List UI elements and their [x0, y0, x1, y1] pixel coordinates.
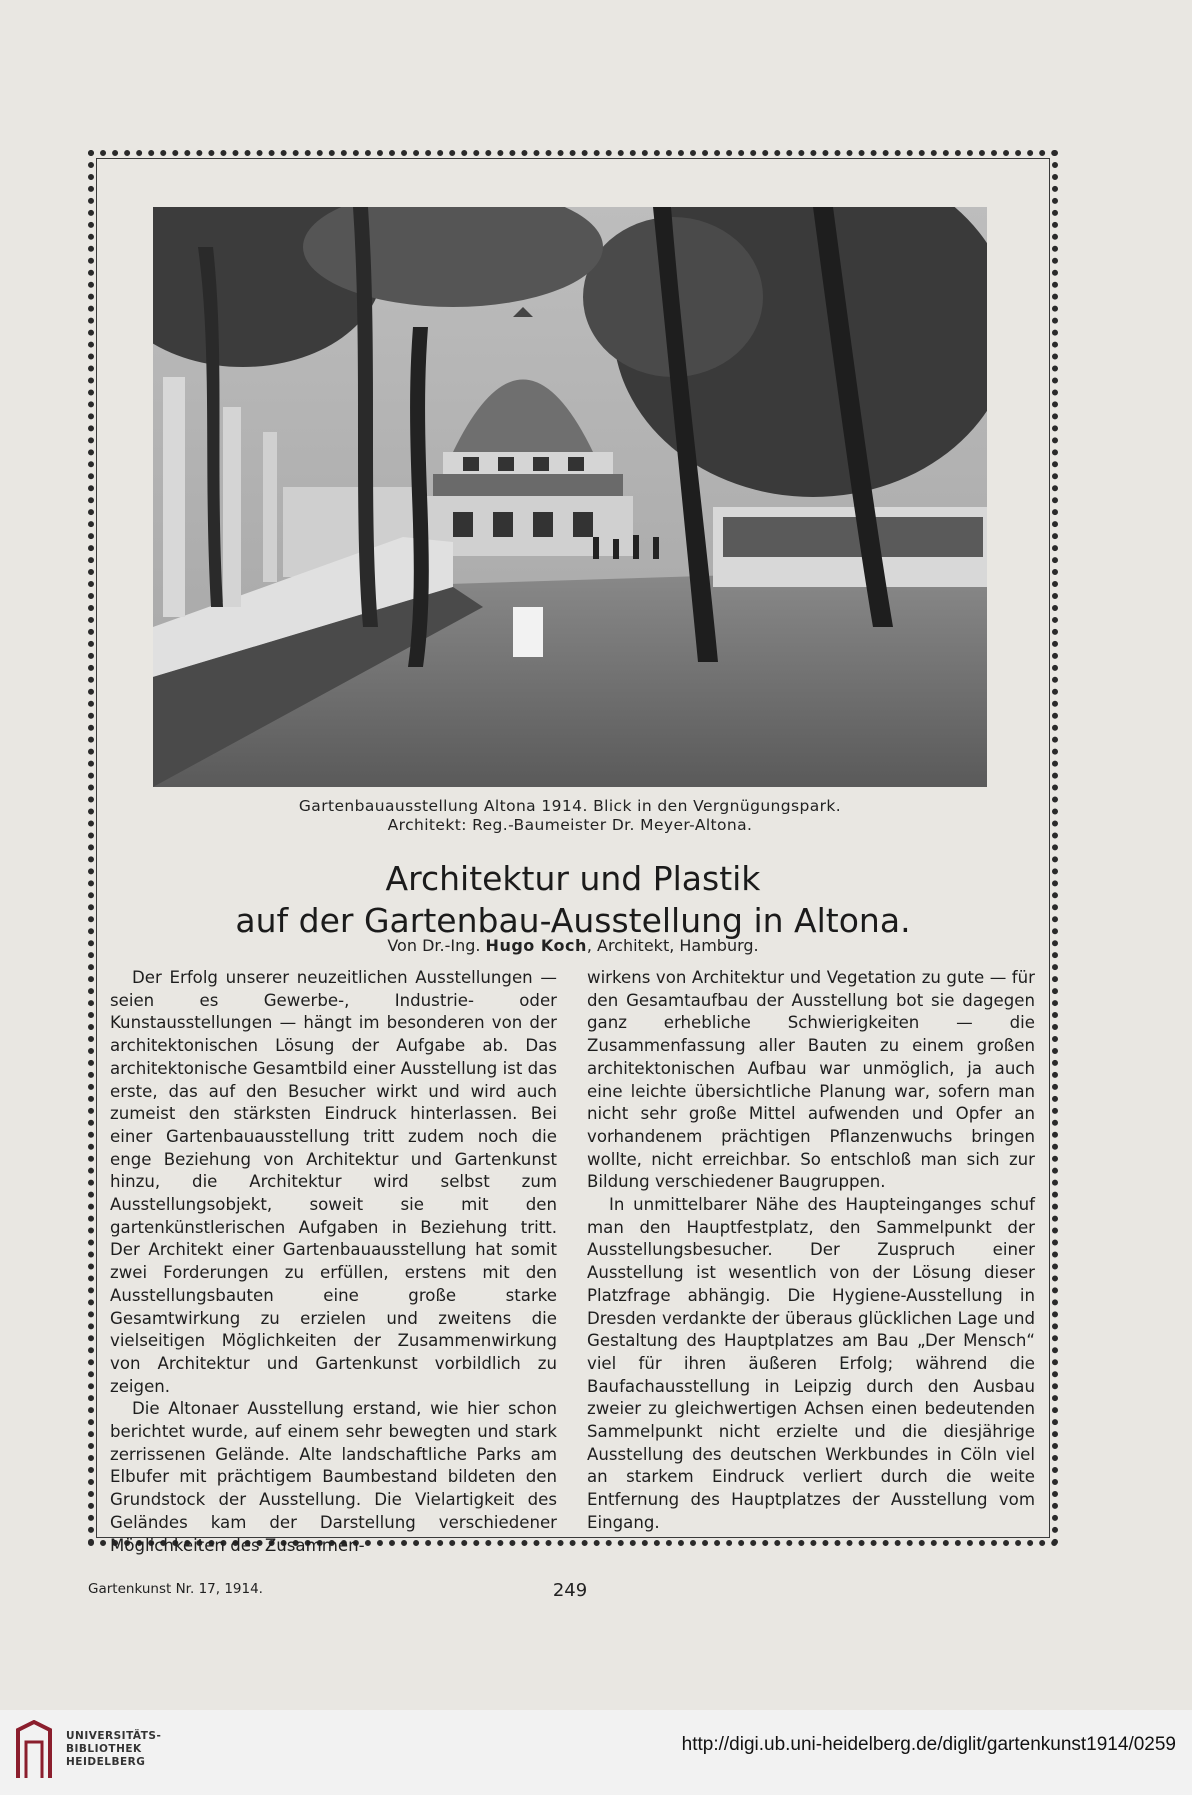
caption-line-1: Gartenbauausstellung Altona 1914. Blick in den Vergnügungspark. — [298, 797, 842, 815]
photo-illustration — [153, 207, 987, 787]
journal-reference: Gartenkunst Nr. 17, 1914. — [88, 1581, 263, 1597]
paragraph: Die Altonaer Ausstellung erstand, wie hier schon berichtet wurde, auf einem sehr bewegten und stark zerrissenen Gelände. Alte landschaftliche Parks am Elbufer mit prächtigem Baumbestand bildeten den Grundstock der Ausstellung. Die Vielartigkeit des Geländes kam der Darstellung verschiedener Möglichkeiten des Zusammen- — [110, 1399, 557, 1555]
byline — [100, 936, 1046, 955]
title-line-1: Architektur und Plastik — [385, 859, 761, 898]
text-column-left — [110, 967, 557, 1557]
title-line-2: auf der Gartenbau-Ausstellung in Altona. — [235, 901, 911, 940]
byline-suffix: , Architekt, Hamburg. — [586, 936, 759, 955]
paragraph: Der Erfolg unserer neuzeitlichen Ausstellungen — seien es Gewerbe-, Industrie- oder Kunstausstellungen — hängt im besonderen von der architektonischen Lösung der Aufgabe ab. Das architektonische Gesamtbild einer Ausstellung ist das erste, das auf den Besucher wirkt und wird auch zumeist den stärksten Eindruck hinterlassen. Bei einer Gartenbauausstellung tritt zudem noch die enge Beziehung von Architektur und Gartenkunst hinzu, die Architektur wird selbst zum Ausstellungsobjekt, soweit sie mit den gartenkünstlerischen Aufgaben in Beziehung tritt. Der Architekt einer Gartenbauausstellung hat somit zwei Forderungen zu erfüllen, erstens mit den Ausstellungsbauten eine große starke Gesamtwirkung zu erzielen und zweitens die vielseitigen Möglichkeiten der Zusammenwirkung von Architektur und Gartenkunst vorbildlich zu zeigen. — [110, 968, 557, 1396]
photograph-exhibition-park — [153, 207, 987, 787]
paragraph: In unmittelbarer Nähe des Haupteinganges schuf man den Hauptfestplatz, den Sammelpunkt der Ausstellungsbesucher. Der Zuspruch einer Ausstellung ist wesentlich von der Lösung dieser Platzfrage abhängig. Die Hygiene-Ausstellung in Dresden verdankte der überaus glücklichen Lage und Gestaltung des Hauptplatzes am Bau „Der Mensch“ viel für ihren äußeren Erfolg; während die Baufachausstellung in Leipzig durch den Ausbau zweier zu gleichwertigen Achsen einen bedeutenden Sammelpunkt nicht erzielte und die diesjährige Ausstellung des deutschen Werkbundes in Cöln viel an starkem Eindruck verliert durch die weite Entfernung des Hauptplatzes der Ausstellung vom Eingang. — [587, 1195, 1035, 1532]
article-title — [100, 858, 1046, 942]
library-name — [66, 1730, 161, 1769]
text-column-right — [587, 967, 1035, 1535]
library-name-line-3: HEIDELBERG — [66, 1756, 146, 1768]
paragraph: wirkens von Architektur und Vegetation zu gute — für den Gesamtaufbau der Ausstellung bot sie dagegen ganz erhebliche Schwierigkeiten — die Zusammenfassung aller Bauten zu einem großen architektonischen Aufbau war unmöglich, ja auch eine leichte übersichtliche Planung war, sofern man nicht sehr große Mittel aufwenden und Opfer an vorhandenem prächtigen Pflanzenwuchs bringen wollte, nicht erreichbar. So entschloß man sich zur Bildung verschiedener Baugruppen. — [587, 968, 1035, 1192]
byline-prefix: Von Dr.-Ing. — [387, 936, 486, 955]
library-name-line-1: UNIVERSITÄTS- — [66, 1730, 162, 1742]
library-logo-icon — [14, 1720, 54, 1782]
page-number: 249 — [552, 1580, 588, 1601]
caption-line-2: Architekt: Reg.-Baumeister Dr. Meyer-Altona. — [387, 816, 753, 834]
author-name: Hugo Koch — [485, 936, 587, 955]
library-name-line-2: BIBLIOTHEK — [66, 1743, 142, 1755]
permalink-url[interactable]: http://digi.ub.uni-heidelberg.de/diglit/gartenkunst1914/0259 — [681, 1734, 1176, 1755]
photo-caption — [153, 797, 987, 835]
